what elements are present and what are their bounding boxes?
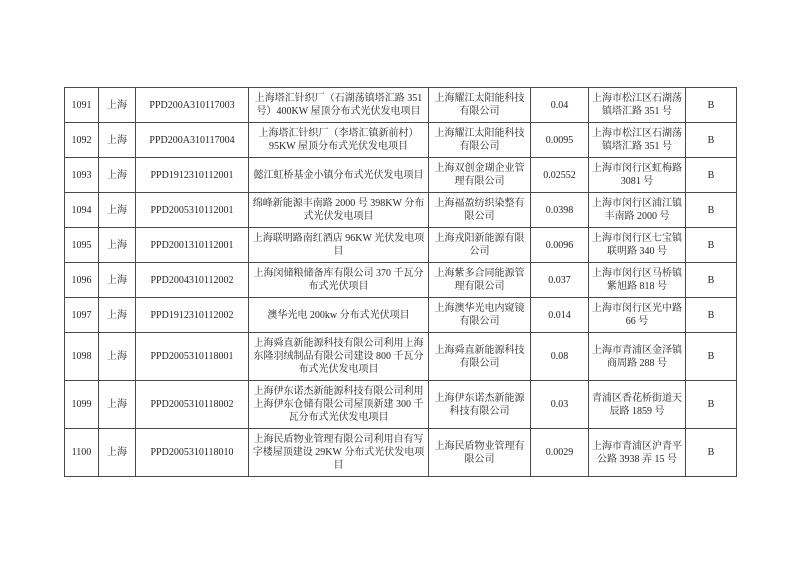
cell-project-code: PPD2005310118001 [136,333,249,381]
cell-grade: B [686,298,737,333]
cell-address: 上海市青浦区沪青平公路 3938 弄 15 号 [589,429,686,477]
cell-project-name: 上海民盾物业管理有限公司利用自有写字楼屋顶建设 29KW 分布式光伏发电项目 [249,429,429,477]
cell-project-code: PPD1912310112002 [136,298,249,333]
table-row [65,123,737,158]
cell-value: 0.0096 [531,228,589,263]
cell-company-name: 上海耀江太阳能科技有限公司 [429,123,531,158]
cell-address: 上海市闵行区虹梅路 3081 号 [589,158,686,193]
cell-value: 0.03 [531,381,589,429]
cell-company-name: 上海戎阳新能源有限公司 [429,228,531,263]
cell-grade: B [686,429,737,477]
cell-project-name: 上海塔汇针织厂（石湖荡镇塔汇路 351 号）400KW 屋顶分布式光伏发电项目 [249,88,429,123]
table-row [65,193,737,228]
cell-province: 上海 [99,381,136,429]
cell-grade: B [686,88,737,123]
table-row [65,429,737,477]
cell-province: 上海 [99,263,136,298]
cell-company-name: 上海福盈纺织染整有限公司 [429,193,531,228]
cell-value: 0.037 [531,263,589,298]
table-body [65,88,737,477]
cell-value: 0.0029 [531,429,589,477]
cell-address: 上海市闵行区浦江镇丰南路 2000 号 [589,193,686,228]
cell-seq-number: 1097 [65,298,99,333]
cell-address: 青浦区香花桥街道天辰路 1859 号 [589,381,686,429]
cell-seq-number: 1093 [65,158,99,193]
cell-value: 0.08 [531,333,589,381]
cell-grade: B [686,381,737,429]
project-table-container [64,87,736,477]
cell-address: 上海市青浦区金泽镇商周路 288 号 [589,333,686,381]
cell-project-code: PPD2005310118010 [136,429,249,477]
cell-project-code: PPD200A310117003 [136,88,249,123]
table-row [65,263,737,298]
cell-project-code: PPD2005310118002 [136,381,249,429]
cell-company-name: 上海双创金瑚企业管理有限公司 [429,158,531,193]
cell-province: 上海 [99,333,136,381]
cell-project-code: PPD2004310112002 [136,263,249,298]
cell-company-name: 上海民盾物业管理有限公司 [429,429,531,477]
cell-project-name: 懿江虹桥基金小镇分布式光伏发电项目 [249,158,429,193]
cell-province: 上海 [99,429,136,477]
cell-value: 0.04 [531,88,589,123]
cell-company-name: 上海澳华光电内窥镜有限公司 [429,298,531,333]
cell-seq-number: 1099 [65,381,99,429]
cell-project-name: 绵峰新能源丰南路 2000 号 398KW 分布式光伏发电项目 [249,193,429,228]
cell-company-name: 上海紫多合同能源管理有限公司 [429,263,531,298]
cell-seq-number: 1095 [65,228,99,263]
cell-project-code: PPD1912310112001 [136,158,249,193]
cell-seq-number: 1092 [65,123,99,158]
cell-project-name: 上海闵储粮储备库有限公司 370 千瓦分布式光伏项目 [249,263,429,298]
cell-project-code: PPD200A310117004 [136,123,249,158]
cell-province: 上海 [99,88,136,123]
cell-province: 上海 [99,228,136,263]
project-table [64,87,737,477]
cell-address: 上海市松江区石湖荡镇塔汇路 351 号 [589,123,686,158]
table-row [65,298,737,333]
cell-seq-number: 1098 [65,333,99,381]
cell-value: 0.014 [531,298,589,333]
cell-project-name: 上海塔汇针织厂（李塔汇镇新前村）95KW 屋顶分布式光伏发电项目 [249,123,429,158]
cell-address: 上海市松江区石湖荡镇塔汇路 351 号 [589,88,686,123]
cell-project-name: 上海伊东诺杰新能源科技有限公司利用上海伊东仓储有限公司屋顶新建 300 千瓦分布式光伏发电项目 [249,381,429,429]
cell-grade: B [686,333,737,381]
cell-value: 0.0398 [531,193,589,228]
table-row [65,381,737,429]
cell-address: 上海市闵行区马桥镇紫旭路 818 号 [589,263,686,298]
table-row [65,158,737,193]
cell-province: 上海 [99,158,136,193]
cell-company-name: 上海舜直新能源科技有限公司 [429,333,531,381]
cell-company-name: 上海耀江太阳能科技有限公司 [429,88,531,123]
cell-grade: B [686,263,737,298]
cell-seq-number: 1100 [65,429,99,477]
cell-seq-number: 1091 [65,88,99,123]
table-row [65,88,737,123]
cell-grade: B [686,228,737,263]
cell-company-name: 上海伊东诺杰新能源科技有限公司 [429,381,531,429]
cell-seq-number: 1094 [65,193,99,228]
cell-address: 上海市闵行区光中路 66 号 [589,298,686,333]
cell-province: 上海 [99,298,136,333]
cell-value: 0.02552 [531,158,589,193]
cell-project-name: 澳华光电 200kw 分布式光伏项目 [249,298,429,333]
cell-address: 上海市闵行区七宝镇联明路 340 号 [589,228,686,263]
cell-project-name: 上海舜直新能源科技有限公司利用上海东隆羽绒制品有限公司建设 800 千瓦分布式光伏发电项目 [249,333,429,381]
cell-seq-number: 1096 [65,263,99,298]
cell-project-code: PPD2005310112001 [136,193,249,228]
cell-grade: B [686,193,737,228]
cell-grade: B [686,123,737,158]
table-row [65,333,737,381]
cell-province: 上海 [99,123,136,158]
cell-value: 0.0095 [531,123,589,158]
cell-grade: B [686,158,737,193]
cell-project-name: 上海联明路南红酒店 96KW 光伏发电项目 [249,228,429,263]
cell-province: 上海 [99,193,136,228]
cell-project-code: PPD2001310112001 [136,228,249,263]
table-row [65,228,737,263]
